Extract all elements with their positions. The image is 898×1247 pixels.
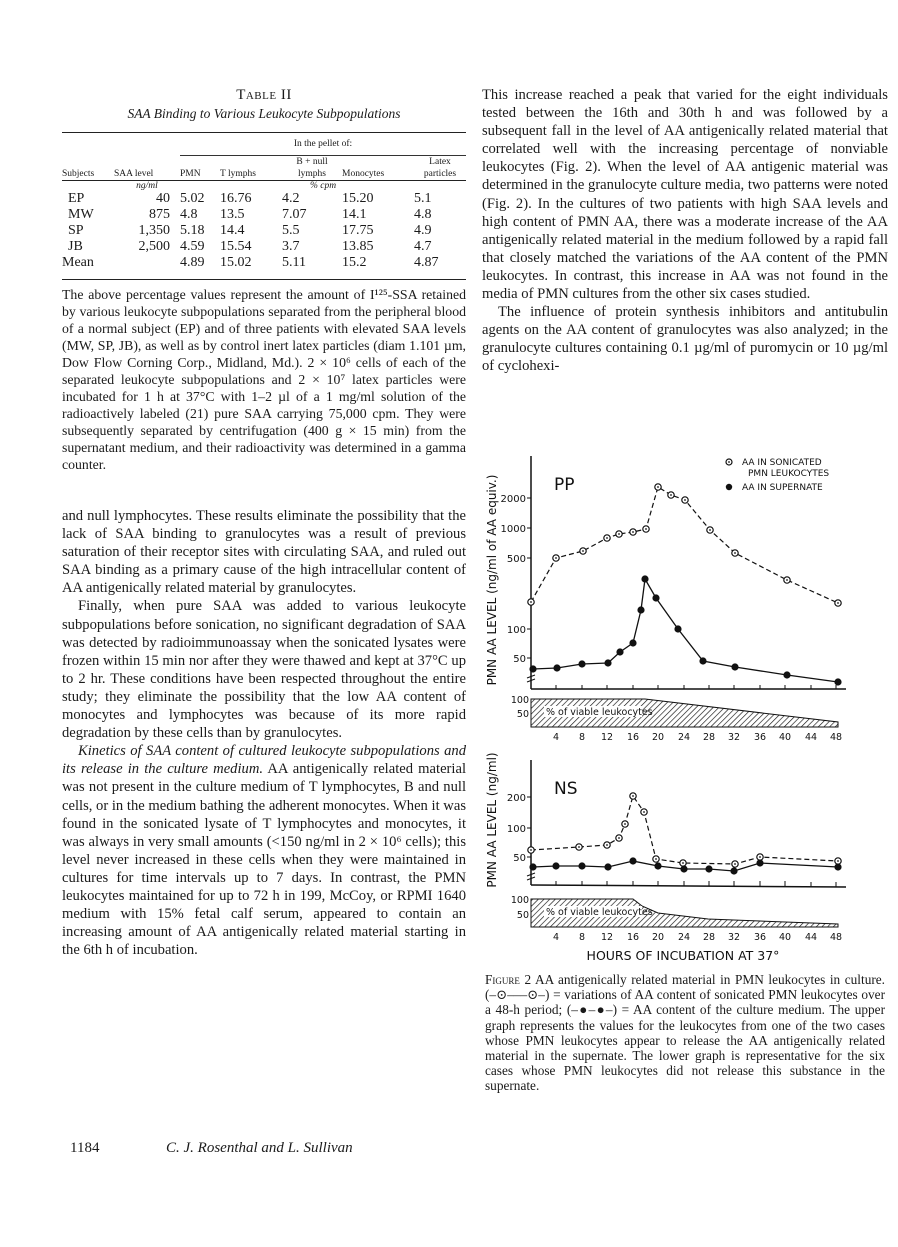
col-saa-level: SAA level [114, 169, 154, 179]
figure-caption: Figure 2 AA antigenically related material in PMN leukocytes in culture. (–⊙–––⊙–) = variations of AA content of sonicated PMN leukocytes over a 48-h period; (–●–●–) = AA content of the culture medium. The upper graph represents the values for the leukocytes from one of the two cases whose PMN leukocytes appear to release the AA antigenically related material in the supernate. The lower graph is representative for the six cases whose PMN leukocytes did not release this substance in the supernate. [485, 972, 885, 1094]
section-heading: Kinetics of SAA content of cultured leukocyte subpopulations and its release in the culture medium. [62, 743, 466, 778]
col-t-lymphs: T lymphs [220, 156, 282, 181]
page-number: 1184 [70, 1140, 100, 1156]
caption-label: Figure 2 [485, 972, 532, 987]
figure-2-svg [478, 450, 898, 970]
table-footnote: The above percentage values represent the amount of I¹²⁵-SSA retained by various leukocyte subpopulations separated from the peripheral blood of a normal subject (EP) and of three patients with elevated SAA levels (MW, SP, JB), as well as by control inert latex particles (diam 1.101 µm, Dow Flow Corning Corp., Midland, Md.). 2 × 10⁶ cells of each of the separated leukocyte subpopulations and 2 × 10⁷ latex particles were incubated for 1 h at 37°C with 1–2 µl of a 1 mg/ml solution of the radioactively labeled (21) pure SAA carrying 75,000 cpm. They were subsequently separated by centrifugation (400 g × 15 min) from the supernatant medium, and their radioactivity was determined in a gamma counter. [62, 279, 466, 473]
svg-text:4: 4 [552, 732, 560, 743]
paragraph: This increase reached a peak that varied for the eight individuals tested between the 16th and 30th h and was followed by a subsequent fall in the level of AA antigenically related material that correlated well with the increasing percentage of nonviable leukocytes (Fig. 2). When the level of AA antigenic material was determined in the granulocyte culture media, two patterns were noted (Fig. 2). In the cultures of two patients with high SAA levels and high content of PMN AA, there was a moderate increase of the AA antigenically related material in the medium followed by a rapid fall that closely matched the variations of the AA content of the PMN leukocytes. In contrast, this increase in AA was not found in the media of PMN cultures from the other six cases studied. [482, 87, 888, 303]
table-subtitle: SAA Binding to Various Leukocyte Subpopulations [127, 106, 401, 121]
svg-text:16: 16 [626, 732, 640, 743]
unit-ngml: ng/ml [136, 181, 158, 191]
svg-text:20: 20 [651, 932, 665, 943]
svg-text:200: 200 [506, 793, 526, 804]
svg-text:500: 500 [506, 554, 526, 565]
svg-text:36: 36 [753, 932, 767, 943]
pp-y-axis-label: PMN AA LEVEL (ng/ml of AA equiv.) [485, 474, 499, 686]
pp-title: PP [554, 475, 575, 495]
svg-text:100: 100 [510, 895, 529, 906]
svg-text:32: 32 [727, 932, 741, 943]
table-title: Table II [236, 87, 292, 103]
svg-text:100: 100 [506, 625, 526, 636]
col-subjects: Subjects [62, 169, 95, 179]
legend [726, 458, 830, 493]
svg-text:28: 28 [702, 732, 716, 743]
svg-text:AA IN SONICATED: AA IN SONICATED [742, 458, 822, 468]
paragraph: Kinetics of SAA content of cultured leukocyte subpopulations and its release in the culture medium. AA antigenically related material was not present in the culture medium of T lymphocytes, B and null cells, or in the medium bathing the adherent monocytes. When it was found in the sonicated lysate of T lymphocytes and monocytes, it was always in very small amounts (<150 ng/ml in 2 × 10⁶ cells); this level never increased in these cells when they were maintained in cultures for time intervals up to 7 days. In contrast, the PMN leukocytes maintained for up to 72 h in 199, McCoy, or RPMI 1640 medium with 15% fetal calf serum, appeared to contain an increasing amount of AA antigenically related material starting in the 6th h of incubation. [62, 743, 466, 959]
paragraph: Finally, when pure SAA was added to various leukocyte subpopulations before sonication, no significant degradation of SAA was detected by radioimmunoassay when the sonicated lysates were frozen within 15 min nor after they were thawed and kept at 37°C up to 2 hr. These conditions have been respected throughout the entire study; they eliminate the possibility that the low AA content of monocytes and lymphocytes was because of its more rapid degradation by these cells than by granulocytes. [62, 598, 466, 742]
col-monocytes: Monocytes [342, 156, 414, 181]
pp-graph [485, 456, 846, 743]
right-column [482, 86, 888, 376]
svg-text:12: 12 [600, 932, 614, 943]
svg-text:40: 40 [778, 732, 792, 743]
svg-text:2000: 2000 [500, 494, 526, 505]
svg-text:16: 16 [626, 932, 640, 943]
svg-text:8: 8 [578, 732, 586, 743]
table-ii [62, 132, 466, 271]
ns-y-axis-label: PMN AA LEVEL (ng/ml) [485, 752, 499, 888]
table-row: MW 875 4.8 13.5 7.07 14.1 4.8 [68, 207, 432, 222]
svg-text:1000: 1000 [500, 524, 526, 535]
figure-2 [478, 450, 898, 970]
running-authors: C. J. Rosenthal and L. Sullivan [166, 1140, 353, 1156]
svg-text:8: 8 [578, 932, 586, 943]
ns-viability-strip [511, 895, 842, 943]
paragraph: and null lymphocytes. These results eliminate the possibility that the lack of SAA binding to granulocytes was a result of previous saturation of their receptor sites with circulating SAA, and ruled out SAA binding as a primary cause of the high intracellular content of AA antigenically related material by granulocytes. [62, 508, 466, 597]
table-row: JB 2,500 4.59 15.54 3.7 13.85 4.7 [68, 239, 432, 254]
svg-text:4: 4 [552, 932, 560, 943]
left-column [62, 86, 466, 959]
svg-text:12: 12 [600, 732, 614, 743]
table-row: EP 40 5.02 16.76 4.2 15.20 5.1 [68, 191, 432, 206]
page-footer [70, 1140, 353, 1157]
svg-text:50: 50 [516, 709, 529, 720]
ns-graph [485, 752, 846, 963]
svg-text:24: 24 [677, 732, 691, 743]
svg-text:44: 44 [804, 932, 818, 943]
svg-text:44: 44 [804, 732, 818, 743]
pp-viability-strip [511, 695, 842, 743]
svg-text:48: 48 [829, 732, 843, 743]
svg-text:50: 50 [513, 654, 526, 665]
svg-text:48: 48 [829, 932, 843, 943]
svg-text:100: 100 [510, 695, 529, 706]
svg-text:PMN LEUKOCYTES: PMN LEUKOCYTES [748, 469, 830, 479]
col-b-null-lymphs: B + null lymphs [282, 156, 342, 181]
table-row-mean: Mean 4.89 15.02 5.11 15.2 4.87 [62, 255, 439, 270]
ns-title: NS [554, 779, 578, 799]
group-header: In the pellet of: [293, 139, 353, 149]
svg-text:24: 24 [677, 932, 691, 943]
svg-text:40: 40 [778, 932, 792, 943]
paragraph: The influence of protein synthesis inhibitors and antitubulin agents on the AA content of granulocytes was also analyzed; in the granulocyte cultures containing 0.1 µg/ml of puromycin or 10 µg/ml of cyclohexi- [482, 304, 888, 375]
svg-text:28: 28 [702, 932, 716, 943]
unit-cpm: % cpm [309, 181, 337, 191]
svg-text:AA IN SUPERNATE: AA IN SUPERNATE [742, 483, 823, 493]
col-latex: Latex particles [414, 156, 466, 181]
col-pmn: PMN [180, 156, 220, 181]
svg-text:36: 36 [753, 732, 767, 743]
svg-text:100: 100 [506, 824, 526, 835]
table-row: SP 1,350 5.18 14.4 5.5 17.75 4.9 [68, 223, 432, 238]
svg-text:20: 20 [651, 732, 665, 743]
svg-text:32: 32 [727, 732, 741, 743]
svg-text:50: 50 [516, 910, 529, 921]
x-axis-label: HOURS OF INCUBATION AT 37° [586, 948, 780, 963]
svg-text:50: 50 [513, 853, 526, 864]
svg-text:% of viable leukocytes: % of viable leukocytes [546, 907, 653, 918]
svg-text:% of viable leukocytes: % of viable leukocytes [546, 707, 653, 718]
